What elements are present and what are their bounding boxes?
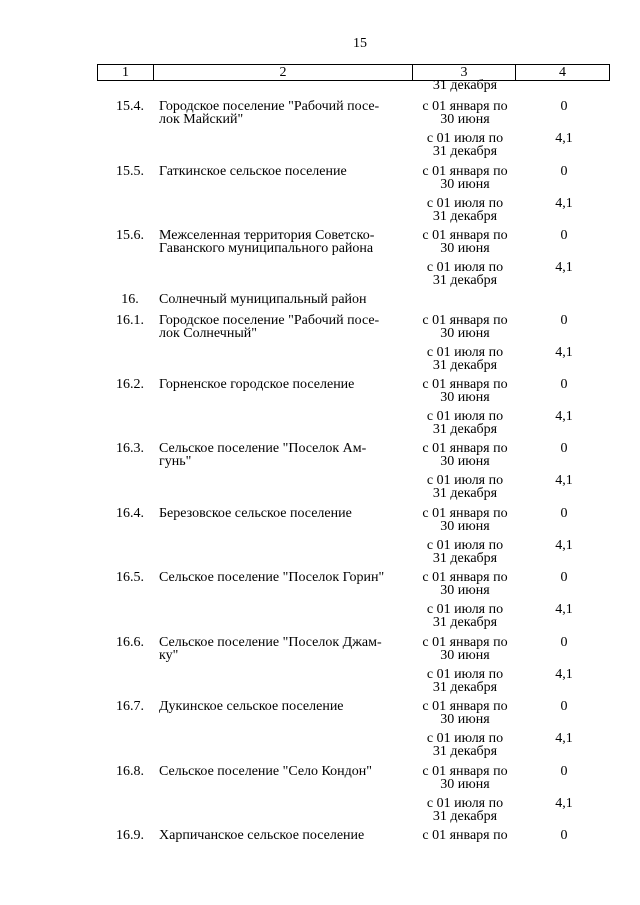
settlement-name-line: Гаткинское сельское поселение xyxy=(159,164,347,179)
settlement-name xyxy=(159,829,404,842)
rate-value: 0 xyxy=(560,699,568,714)
period-cell xyxy=(417,100,513,126)
period-cell xyxy=(417,700,513,726)
period-line: 31 декабря xyxy=(432,209,498,224)
settlement-name-line: Горненское городское поселение xyxy=(159,377,355,392)
period-line: с 01 января по xyxy=(422,828,508,843)
period-cell xyxy=(417,165,513,191)
period-line: 30 июня xyxy=(440,712,490,727)
period-line: 31 декабря xyxy=(432,615,498,630)
settlement-name xyxy=(159,636,404,662)
period-cell xyxy=(417,539,513,565)
period-line: с 01 января по xyxy=(422,377,508,392)
period-line: с 01 января по xyxy=(422,699,508,714)
rate-value: 4,1 xyxy=(555,131,573,146)
row-number: 16.2. xyxy=(116,377,144,392)
row-number: 16.9. xyxy=(116,828,144,843)
rate-value: 0 xyxy=(560,313,568,328)
period-line: 30 июня xyxy=(440,112,490,127)
period-cell xyxy=(417,765,513,791)
rate-value: 0 xyxy=(560,99,568,114)
settlement-name xyxy=(159,442,404,468)
period-cell xyxy=(417,797,513,823)
rate-value: 0 xyxy=(560,506,568,521)
period-cell xyxy=(417,378,513,404)
period-line: 30 июня xyxy=(440,648,490,663)
settlement-name-line: Гаванского муниципального района xyxy=(159,241,374,256)
period-line: с 01 января по xyxy=(422,570,508,585)
period-cell xyxy=(417,603,513,629)
period-line: с 01 июля по xyxy=(426,538,504,553)
settlement-name xyxy=(159,100,404,126)
period-line: с 01 июля по xyxy=(426,796,504,811)
period-line: с 01 июля по xyxy=(426,731,504,746)
settlement-name xyxy=(159,507,404,520)
settlement-name xyxy=(159,165,404,178)
row-number: 16.7. xyxy=(116,699,144,714)
period-line: 30 июня xyxy=(440,326,490,341)
settlement-name-line: гунь" xyxy=(159,454,192,469)
settlement-name-line: Городское поселение "Рабочий посе- xyxy=(159,313,380,328)
row-number: 16.3. xyxy=(116,441,144,456)
row-number: 15.6. xyxy=(116,228,144,243)
period-line: с 01 января по xyxy=(422,99,508,114)
header-col-2: 2 xyxy=(154,65,413,80)
period-cell xyxy=(417,346,513,372)
period-line: 31 декабря xyxy=(432,809,498,824)
period-line: 31 декабря xyxy=(432,551,498,566)
period-line: с 01 июля по xyxy=(426,602,504,617)
page-number: 15 xyxy=(353,36,367,51)
settlement-name-line: лок Майский" xyxy=(159,112,244,127)
period-cell xyxy=(417,668,513,694)
period-line: 31 декабря xyxy=(432,486,498,501)
period-line: с 01 июля по xyxy=(426,345,504,360)
period-line: 31 декабря xyxy=(432,422,498,437)
period-line: 30 июня xyxy=(440,777,490,792)
settlement-name xyxy=(159,765,404,778)
period-line: 30 июня xyxy=(440,583,490,598)
row-number: 16.1. xyxy=(116,313,144,328)
period-line: 31 декабря xyxy=(432,273,498,288)
period-cell xyxy=(417,314,513,340)
rate-value: 4,1 xyxy=(555,796,573,811)
period-line: 31 декабря xyxy=(432,144,498,159)
period-cell xyxy=(417,261,513,287)
period-line: с 01 июля по xyxy=(426,196,504,211)
settlement-name-line: ку" xyxy=(159,648,179,663)
period-line: 30 июня xyxy=(440,177,490,192)
period-cell xyxy=(417,507,513,533)
period-cell xyxy=(417,571,513,597)
rate-value: 0 xyxy=(560,635,568,650)
settlement-name-line: Сельское поселение "Поселок Джам- xyxy=(159,635,382,650)
period-cell xyxy=(417,829,513,842)
settlement-name xyxy=(159,229,404,255)
rate-value: 4,1 xyxy=(555,602,573,617)
rate-value: 0 xyxy=(560,828,568,843)
rate-value: 4,1 xyxy=(555,667,573,682)
header-col-3: 3 xyxy=(413,65,516,80)
period-cell xyxy=(417,474,513,500)
rate-value: 0 xyxy=(560,164,568,179)
period-line: с 01 июля по xyxy=(426,667,504,682)
rate-value: 4,1 xyxy=(555,196,573,211)
settlement-name-line: Солнечный муниципальный район xyxy=(159,292,367,307)
header-col-4: 4 xyxy=(559,65,566,80)
settlement-name xyxy=(159,378,404,391)
row-number: 16.6. xyxy=(116,635,144,650)
period-cell xyxy=(417,636,513,662)
row-number: 15.4. xyxy=(116,99,144,114)
period-line: 30 июня xyxy=(440,241,490,256)
settlement-name-line: Сельское поселение "Село Кондон" xyxy=(159,764,373,779)
settlement-name-line: Сельское поселение "Поселок Ам- xyxy=(159,441,367,456)
period-line: с 01 января по xyxy=(422,635,508,650)
settlement-name-line: Сельское поселение "Поселок Горин" xyxy=(159,570,385,585)
period-line: с 01 июля по xyxy=(426,131,504,146)
period-line: 30 июня xyxy=(440,390,490,405)
settlement-name-line: Березовское сельское поселение xyxy=(159,506,352,521)
period-line: с 01 января по xyxy=(422,506,508,521)
period-line: 31 декабря xyxy=(432,358,498,373)
settlement-name-line: Харпичанское сельское поселение xyxy=(159,828,365,843)
settlement-name-line: Дукинское сельское поселение xyxy=(159,699,344,714)
rate-value: 4,1 xyxy=(555,345,573,360)
rate-value: 0 xyxy=(560,377,568,392)
period-cell xyxy=(417,132,513,158)
header-col-1: 1 xyxy=(98,65,154,80)
row-number: 16.8. xyxy=(116,764,144,779)
rate-value: 4,1 xyxy=(555,260,573,275)
rate-value: 0 xyxy=(560,764,568,779)
row-number: 16. xyxy=(121,292,139,307)
period-cell xyxy=(417,442,513,468)
settlement-name xyxy=(159,700,404,713)
settlement-name-line: Межселенная территория Советско- xyxy=(159,228,375,243)
row-number: 16.5. xyxy=(116,570,144,585)
settlement-name xyxy=(159,571,404,584)
period-line: 31 декабря xyxy=(432,680,498,695)
period-cell xyxy=(417,229,513,255)
period-cell xyxy=(417,197,513,223)
period-line: 30 июня xyxy=(440,519,490,534)
settlement-name xyxy=(159,314,404,340)
period-cell xyxy=(417,410,513,436)
settlement-name-line: лок Солнечный" xyxy=(159,326,257,341)
row-number: 15.5. xyxy=(116,164,144,179)
settlement-name xyxy=(159,293,404,306)
period-line: с 01 января по xyxy=(422,764,508,779)
rate-value: 0 xyxy=(560,441,568,456)
period-line: с 01 января по xyxy=(422,441,508,456)
row-number: 16.4. xyxy=(116,506,144,521)
period-line: с 01 июля по xyxy=(426,260,504,275)
period-line: с 01 июля по xyxy=(426,409,504,424)
rate-value: 4,1 xyxy=(555,473,573,488)
rate-value: 0 xyxy=(560,228,568,243)
rate-value: 0 xyxy=(560,570,568,585)
period-line: 30 июня xyxy=(440,454,490,469)
rate-value: 4,1 xyxy=(555,538,573,553)
carryover-period: 31 декабря xyxy=(432,78,498,93)
period-line: 31 декабря xyxy=(432,744,498,759)
period-line: с 01 января по xyxy=(422,228,508,243)
rate-value: 4,1 xyxy=(555,409,573,424)
period-cell xyxy=(417,732,513,758)
settlement-name-line: Городское поселение "Рабочий посе- xyxy=(159,99,380,114)
rate-value: 4,1 xyxy=(555,731,573,746)
period-line: с 01 июля по xyxy=(426,473,504,488)
period-line: с 01 января по xyxy=(422,164,508,179)
period-line: с 01 января по xyxy=(422,313,508,328)
